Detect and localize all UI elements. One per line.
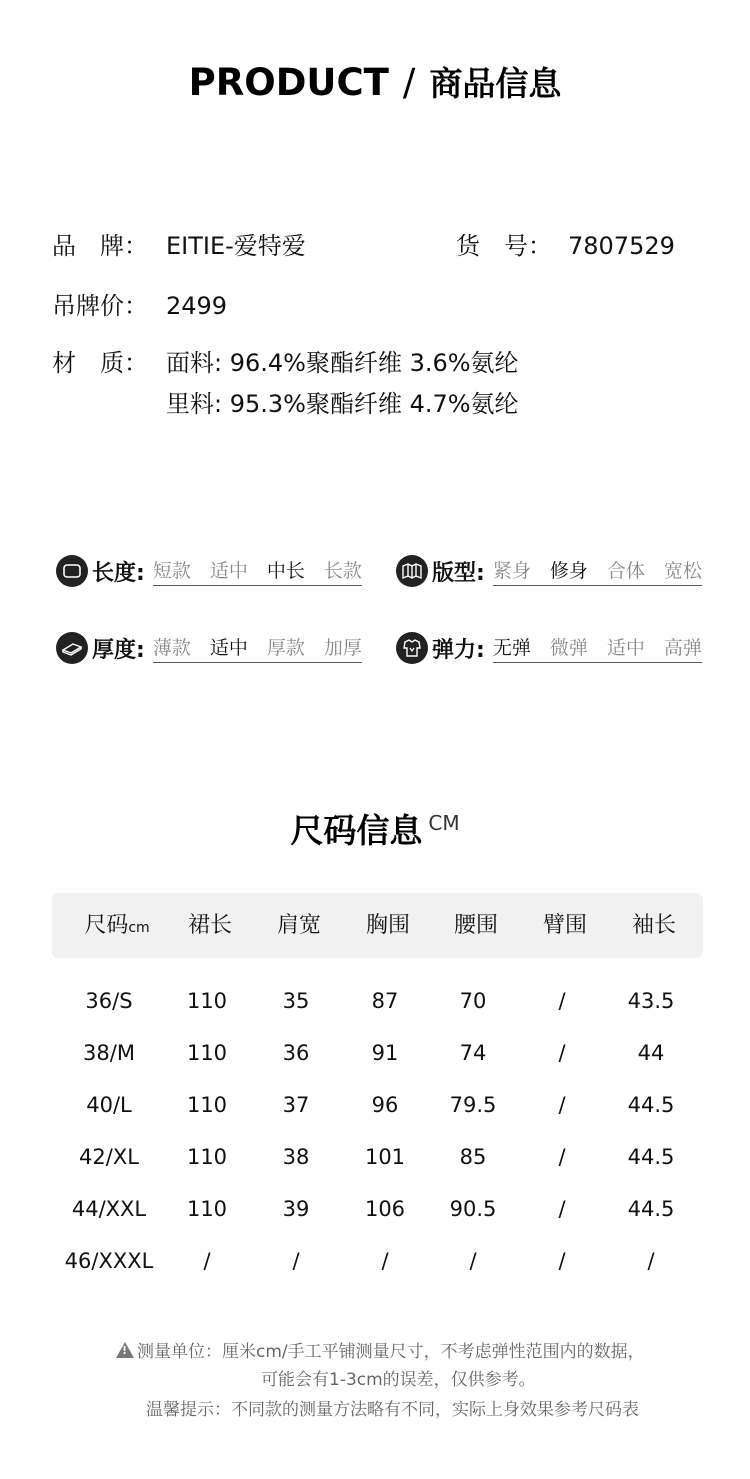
thickness-label: 厚度: xyxy=(92,637,145,663)
elasticity-options xyxy=(493,633,702,663)
note-line-3: 温馨提示：不同款的测量方法略有不同，实际上身效果参考尺码表 xyxy=(146,1400,639,1420)
note-line-1: !测量单位：厘米cm/手工平铺测量尺寸，不考虑弹性范围内的数据， xyxy=(116,1337,645,1362)
measurement-cell: 79.5 xyxy=(449,1093,497,1117)
warning-icon xyxy=(116,1342,134,1358)
measurement-cell: 90.5 xyxy=(449,1197,497,1221)
fit-attribute xyxy=(396,555,702,587)
measurement-cell: / xyxy=(469,1249,477,1273)
elasticity-option: 微弹 xyxy=(549,637,588,659)
measurement-cell: 74 xyxy=(459,1041,487,1065)
fit-icon xyxy=(396,555,428,587)
material-line-2: 里料: 95.3%聚酯纤维 4.7%氨纶 xyxy=(166,390,519,418)
measurement-cell: / xyxy=(558,1249,566,1273)
sku-row xyxy=(456,226,675,261)
elasticity-attribute xyxy=(396,632,702,664)
header-title-en: PRODUCT xyxy=(188,61,389,104)
column-header: 腰围 xyxy=(453,913,498,938)
material-row xyxy=(52,343,519,378)
brand-row xyxy=(52,226,306,261)
thickness-option: 厚款 xyxy=(266,637,305,659)
measurement-cell: / xyxy=(558,1145,566,1169)
size-chart-unit: CM xyxy=(428,811,460,835)
measurement-cell: 87 xyxy=(371,989,399,1013)
measurement-cell: 96 xyxy=(371,1093,399,1117)
material-label: 材 质： xyxy=(52,349,148,377)
measurement-cell: 110 xyxy=(186,1041,228,1065)
measurement-cell: 39 xyxy=(282,1197,310,1221)
measurement-cell: 38 xyxy=(282,1145,310,1169)
material-row-2 xyxy=(52,384,519,419)
elasticity-option: 高弹 xyxy=(663,637,702,659)
thickness-option: 加厚 xyxy=(323,637,362,659)
measurement-cell: / xyxy=(558,989,566,1013)
elasticity-icon xyxy=(396,632,428,664)
size-cell: 40/L xyxy=(86,1093,132,1117)
size-cell: 36/S xyxy=(85,989,133,1013)
size-table-header xyxy=(52,893,703,958)
measurement-cell: 44.5 xyxy=(627,1093,675,1117)
measurement-cell: / xyxy=(203,1249,211,1273)
fit-option-selected: 修身 xyxy=(549,560,588,582)
size-cell: 46/XXXL xyxy=(64,1249,154,1273)
thickness-attribute xyxy=(56,632,362,664)
measurement-cell: 44 xyxy=(637,1041,665,1065)
elasticity-label: 弹力: xyxy=(432,637,485,663)
note-line-2: 可能会有1-3cm的误差，仅供参考。 xyxy=(261,1370,536,1390)
size-chart-title-text: 尺码信息 xyxy=(290,811,423,850)
measurement-cell: 91 xyxy=(371,1041,399,1065)
material-line-1: 面料: 96.4%聚酯纤维 3.6%氨纶 xyxy=(166,349,519,377)
column-header-unit: cm xyxy=(128,920,150,936)
page-header xyxy=(0,58,750,105)
header-title-cn: 商品信息 xyxy=(429,64,562,103)
measurement-cell: 37 xyxy=(282,1093,310,1117)
length-option-selected: 中长 xyxy=(266,560,305,582)
elasticity-option-selected: 无弹 xyxy=(492,637,531,659)
size-cell: 42/XL xyxy=(79,1145,139,1169)
measurement-cell: / xyxy=(558,1093,566,1117)
measurement-cell: 110 xyxy=(186,989,228,1013)
length-option: 短款 xyxy=(152,560,191,582)
price-value: 2499 xyxy=(166,292,228,320)
column-header: 肩宽 xyxy=(276,913,321,938)
size-chart-title xyxy=(0,805,750,852)
measurement-cell: 35 xyxy=(282,989,310,1013)
measurement-cell: 44.5 xyxy=(627,1197,675,1221)
size-cell: 44/XXL xyxy=(71,1197,147,1221)
price-label: 吊牌价： xyxy=(52,292,148,320)
measurement-cell: 70 xyxy=(459,989,487,1013)
measurement-cell: / xyxy=(558,1197,566,1221)
brand-label: 品 牌： xyxy=(52,232,148,260)
measurement-cell: 110 xyxy=(186,1093,228,1117)
elasticity-option: 适中 xyxy=(606,637,645,659)
measurement-cell: 43.5 xyxy=(627,989,675,1013)
fit-option: 宽松 xyxy=(663,560,702,582)
length-option: 长款 xyxy=(323,560,362,582)
fit-label: 版型: xyxy=(432,560,485,586)
column-header: 裙长 xyxy=(187,913,232,938)
brand-value: EITIE-爱特爱 xyxy=(166,232,306,260)
column-header: 胸围 xyxy=(365,913,410,938)
thickness-icon xyxy=(56,632,88,664)
sku-label: 货 号： xyxy=(456,232,552,260)
measurement-cell: / xyxy=(292,1249,300,1273)
measurement-cell: 110 xyxy=(186,1197,228,1221)
measurement-cell: 106 xyxy=(364,1197,406,1221)
measurement-cell: 44.5 xyxy=(627,1145,675,1169)
thickness-option: 薄款 xyxy=(152,637,191,659)
length-option: 适中 xyxy=(209,560,248,582)
fit-option: 合体 xyxy=(606,560,645,582)
length-options xyxy=(153,556,362,586)
measurement-cell: / xyxy=(647,1249,655,1273)
fit-option: 紧身 xyxy=(492,560,531,582)
measurement-cell: 110 xyxy=(186,1145,228,1169)
measurement-cell: 36 xyxy=(282,1041,310,1065)
measurement-cell: 85 xyxy=(459,1145,487,1169)
measurement-cell: 101 xyxy=(364,1145,406,1169)
sku-value: 7807529 xyxy=(568,232,675,260)
dress-length-icon xyxy=(56,555,88,587)
column-header: 袖长 xyxy=(631,913,676,938)
measurement-cell: / xyxy=(558,1041,566,1065)
header-separator: / xyxy=(402,61,416,104)
length-label: 长度: xyxy=(92,560,145,586)
measurement-cell: / xyxy=(381,1249,389,1273)
length-attribute xyxy=(56,555,362,587)
fit-options xyxy=(493,556,702,586)
price-row xyxy=(52,286,227,321)
thickness-option-selected: 适中 xyxy=(209,637,248,659)
thickness-options xyxy=(153,633,362,663)
column-header-size: 尺码cm xyxy=(84,913,150,938)
column-header: 臂围 xyxy=(542,913,587,938)
size-cell: 38/M xyxy=(83,1041,135,1065)
